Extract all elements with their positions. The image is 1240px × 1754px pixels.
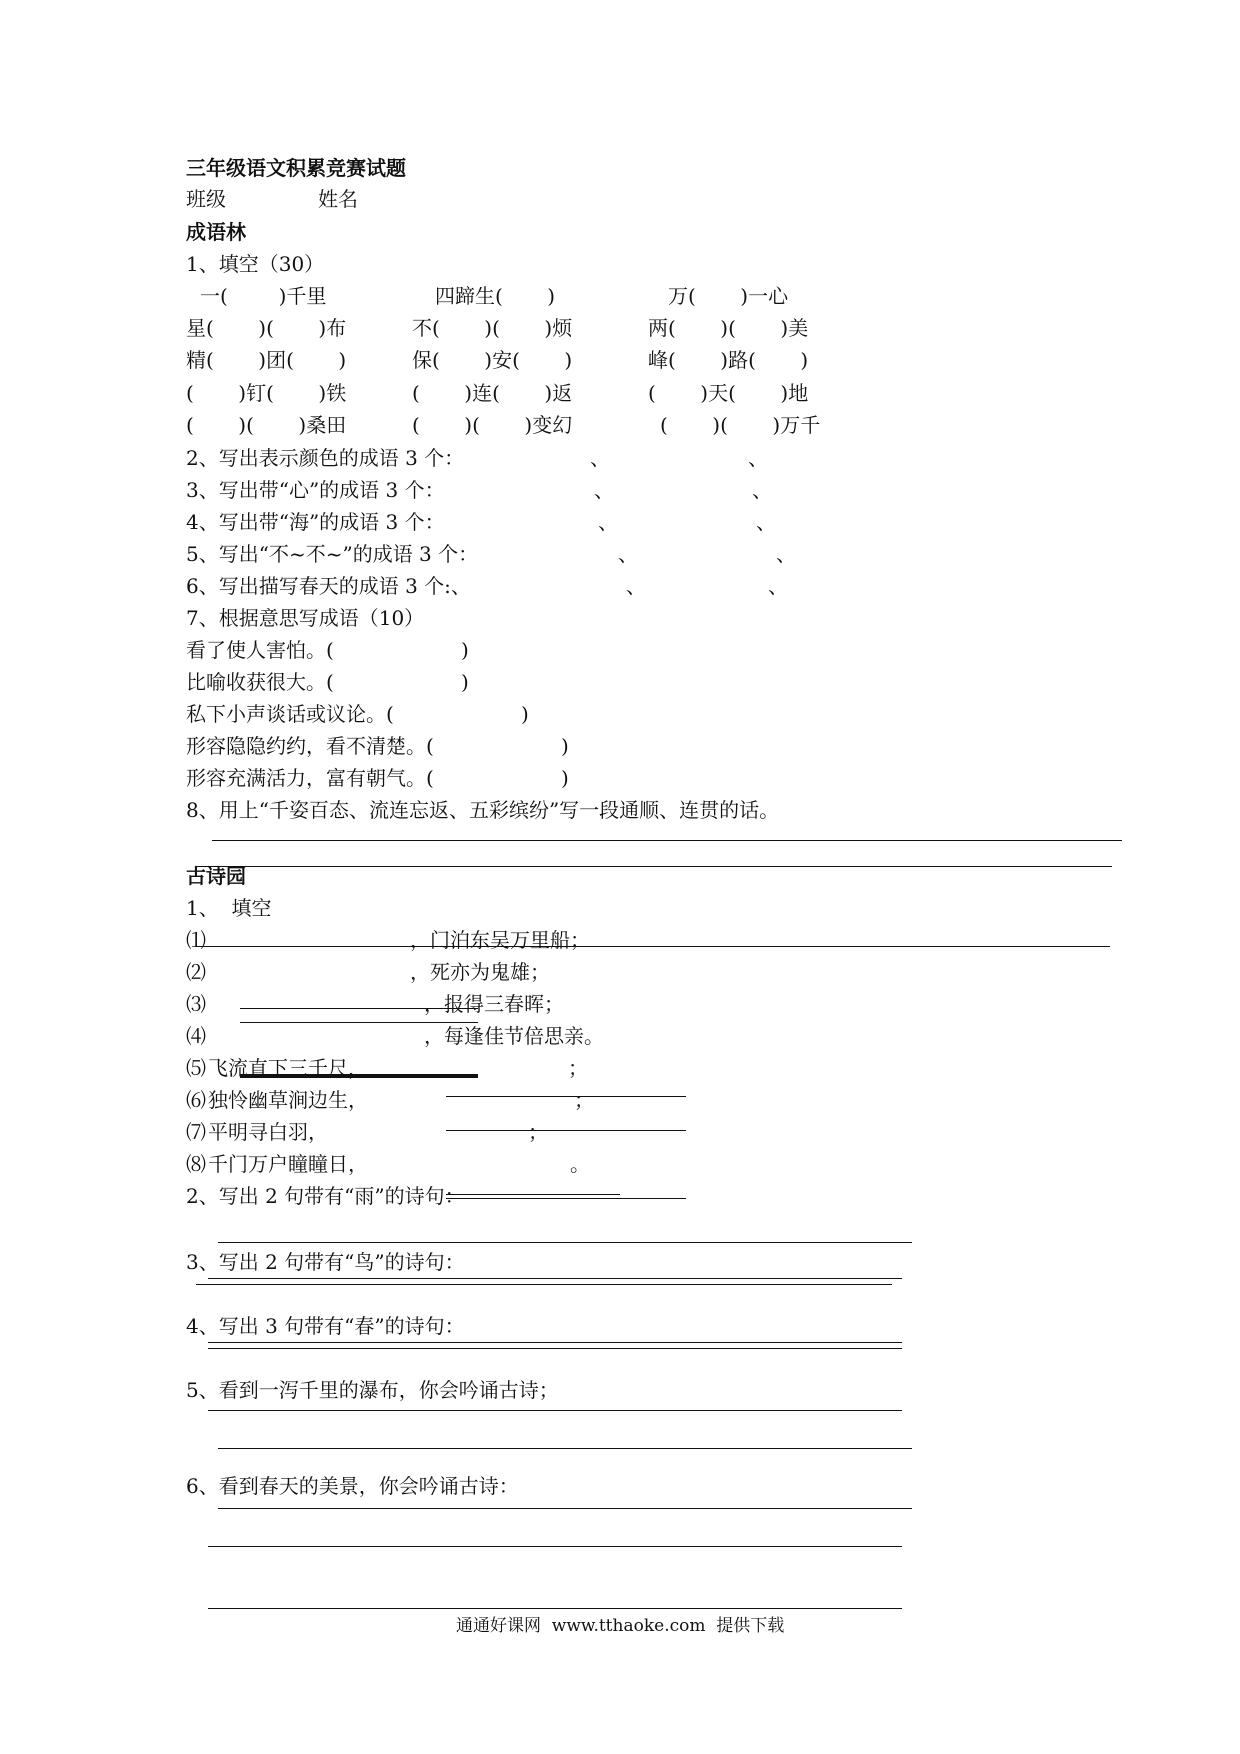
idiom-cell: 星( )( )布 [186, 316, 347, 340]
poem-num: ⑻ [186, 1152, 206, 1176]
answer-line[interactable] [208, 1546, 902, 1547]
separator: 、 [598, 510, 618, 534]
idiom-cell: 四蹄生( ) [435, 284, 556, 308]
answer-line[interactable] [446, 1130, 686, 1131]
idiom-cell: 不( )( )烦 [412, 316, 573, 340]
idiom-cell: ( )连( )返 [412, 381, 573, 405]
end-mark: 。 [570, 1152, 590, 1176]
answer-line[interactable] [218, 1448, 912, 1449]
idiom-cell: ( )( )万千 [660, 413, 821, 437]
idioms-q5: 5、写出“不~不~”的成语 3 个： [186, 542, 479, 566]
idiom-cell: 精( )团( ) [186, 348, 347, 372]
poems-q5: 5、看到一泻千里的瀑布，你会吟诵古诗； [186, 1378, 559, 1402]
poems-q4: 4、写出 3 句带有“春”的诗句： [186, 1314, 465, 1338]
answer-line[interactable] [208, 1348, 902, 1349]
answer-line[interactable] [240, 1074, 478, 1078]
answer-line[interactable] [208, 1608, 902, 1609]
end-mark: ； [574, 1088, 594, 1112]
meaning-item: 比喻收获很大。( ) [186, 670, 469, 694]
idiom-cell: ( )( )变幻 [412, 413, 573, 437]
separator: 、 [618, 542, 638, 566]
poem-num: ⑹ [186, 1088, 206, 1112]
idioms-q6: 6、写出描写春天的成语 3 个:、 [186, 574, 471, 598]
idioms-q1: 1、填空（30） [186, 252, 325, 276]
idiom-cell: ( )( )桑田 [186, 413, 347, 437]
answer-line[interactable] [446, 1096, 686, 1097]
poems-q6: 6、看到春天的美景，你会吟诵古诗： [186, 1474, 519, 1498]
separator: 、 [756, 510, 776, 534]
answer-line[interactable] [218, 1242, 912, 1243]
section-poems-heading: 古诗园 [186, 864, 246, 888]
answer-line[interactable] [208, 1342, 902, 1343]
poem-line: 平明寻白羽， [208, 1120, 328, 1144]
answer-line[interactable] [196, 1284, 892, 1285]
poem-line: ，每逢佳节倍思亲。 [424, 1024, 604, 1048]
idioms-q8: 8、用上“千姿百态、流连忘返、五彩缤纷”写一段通顺、连贯的话。 [186, 798, 780, 822]
meaning-item: 私下小声谈话或议论。( ) [186, 702, 529, 726]
poem-line: ，报得三春晖； [424, 992, 564, 1016]
answer-line[interactable] [240, 1022, 478, 1023]
answer-line[interactable] [446, 1194, 620, 1195]
idioms-q4: 4、写出带“海”的成语 3 个： [186, 510, 445, 534]
class-label: 班级 [186, 187, 226, 211]
section-idioms-heading: 成语林 [186, 220, 246, 244]
poem-num: ⑵ [186, 960, 206, 984]
idioms-q2: 2、写出表示颜色的成语 3 个： [186, 446, 465, 470]
answer-line[interactable] [196, 946, 1110, 947]
separator: 、 [590, 446, 610, 470]
name-label: 姓名 [318, 187, 358, 211]
separator: 、 [626, 574, 646, 598]
idiom-cell: 一( )千里 [200, 284, 327, 308]
idiom-cell: 峰( )路( ) [648, 348, 809, 372]
poem-line: ，门泊东吴万里船； [410, 928, 590, 952]
separator: 、 [594, 478, 614, 502]
footer-text: 通通好课网 www.tthaoke.com 提供下载 [456, 1616, 785, 1636]
answer-line[interactable] [208, 1278, 902, 1279]
meaning-item: 形容充满活力，富有朝气。( ) [186, 766, 569, 790]
end-mark: ； [568, 1056, 588, 1080]
idiom-cell: 万( )一心 [668, 284, 789, 308]
separator: 、 [748, 446, 768, 470]
idiom-cell: 保( )安( ) [412, 348, 573, 372]
idiom-cell: ( )钉( )铁 [186, 381, 347, 405]
answer-line[interactable] [196, 866, 1112, 867]
poem-num: ⑴ [186, 928, 206, 952]
idioms-q3: 3、写出带“心”的成语 3 个： [186, 478, 445, 502]
meaning-item: 看了使人害怕。( ) [186, 638, 469, 662]
poems-q1: 1、 填空 [186, 896, 272, 920]
idiom-cell: 两( )( )美 [648, 316, 809, 340]
meaning-item: 形容隐隐约约，看不清楚。( ) [186, 734, 569, 758]
answer-line[interactable] [218, 1508, 912, 1509]
idioms-q7: 7、根据意思写成语（10） [186, 606, 425, 630]
poems-q2: 2、写出 2 句带有“雨”的诗句： [186, 1184, 465, 1208]
poem-num: ⑷ [186, 1024, 206, 1048]
poem-num: ⑺ [186, 1120, 206, 1144]
separator: 、 [768, 574, 788, 598]
answer-line[interactable] [240, 1008, 478, 1009]
poem-num: ⑸ [186, 1056, 206, 1080]
poems-q3: 3、写出 2 句带有“鸟”的诗句： [186, 1250, 465, 1274]
poem-line: 独怜幽草涧边生， [208, 1088, 368, 1112]
page-title: 三年级语文积累竞赛试题 [186, 156, 406, 180]
end-mark: ； [528, 1120, 548, 1144]
separator: 、 [776, 542, 796, 566]
answer-line[interactable] [208, 1410, 902, 1411]
poem-line: 飞流直下三千尺， [208, 1056, 368, 1080]
poem-line: 千门万户瞳瞳日， [208, 1152, 368, 1176]
separator: 、 [752, 478, 772, 502]
poem-line: ，死亦为鬼雄； [410, 960, 550, 984]
idiom-cell: ( )天( )地 [648, 381, 809, 405]
poem-num: ⑶ [186, 992, 206, 1016]
answer-line[interactable] [212, 840, 1122, 841]
answer-line[interactable] [446, 1198, 686, 1199]
